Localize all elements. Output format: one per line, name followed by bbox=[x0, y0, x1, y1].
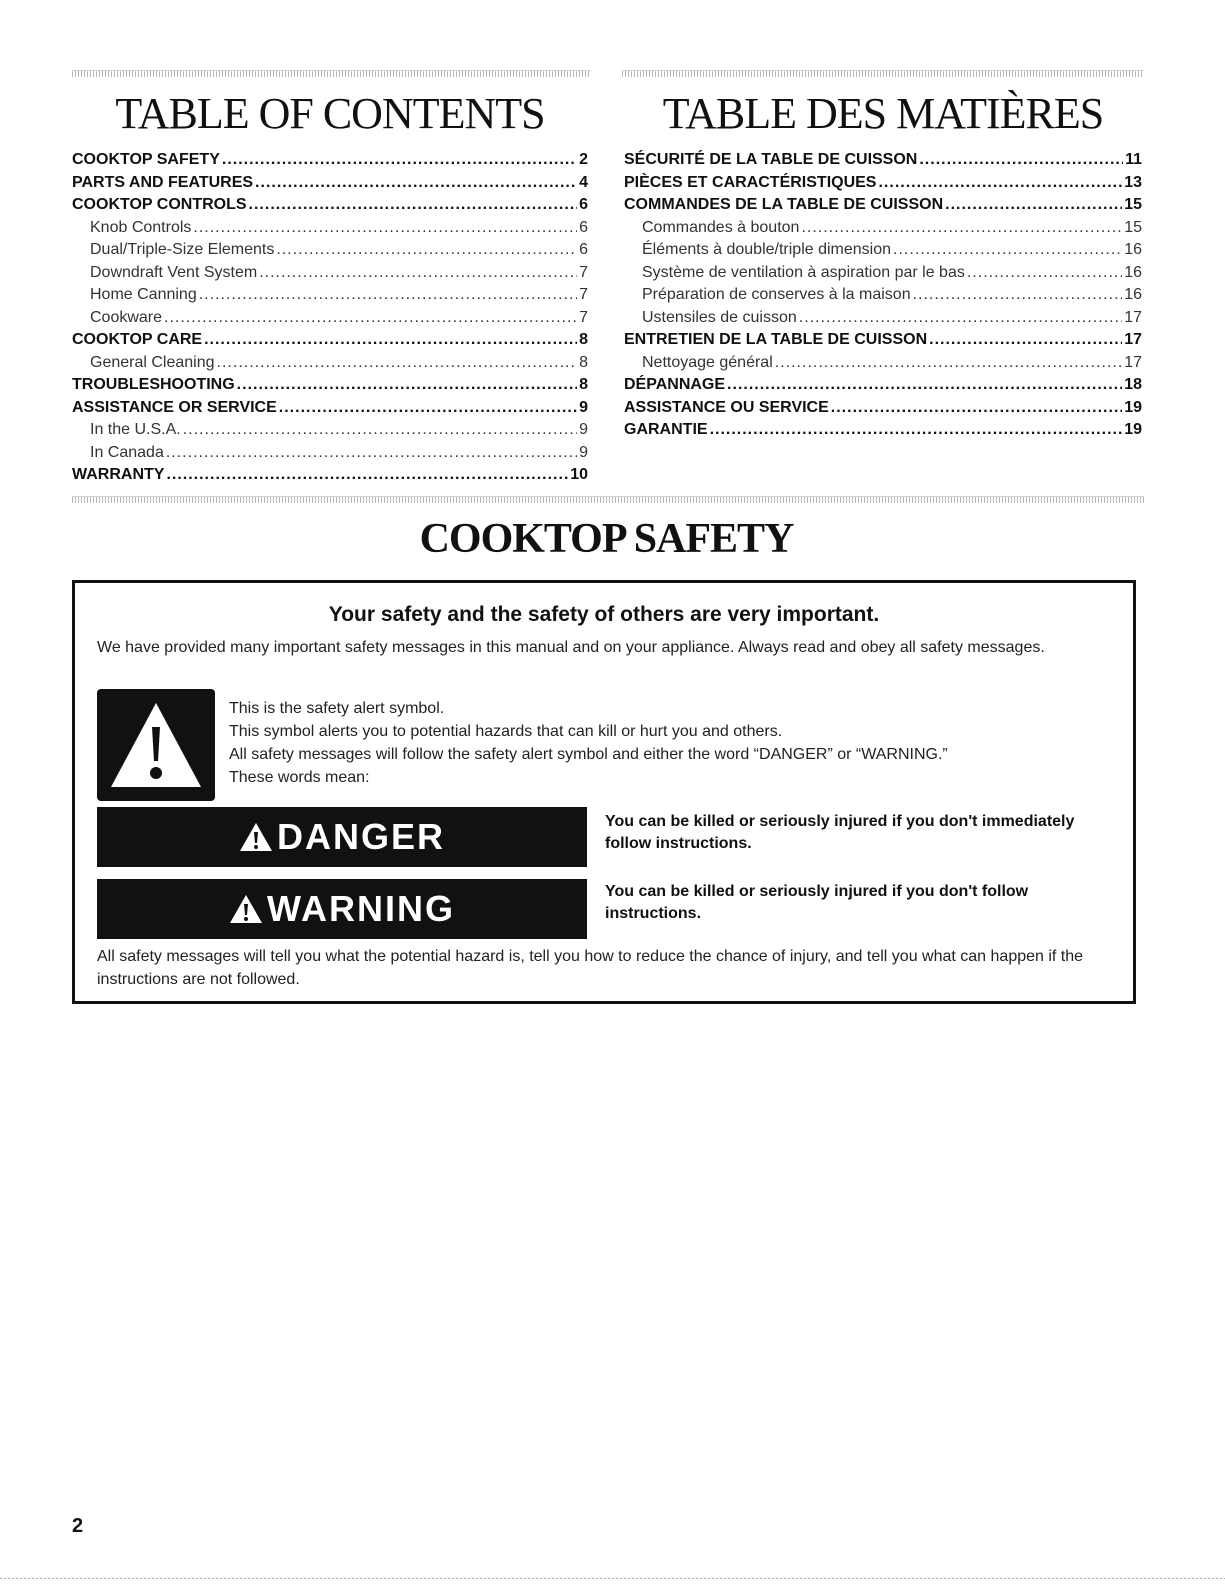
toc-entry-page: 7 bbox=[579, 308, 588, 326]
toc-entry bbox=[624, 397, 1142, 420]
middle-rule bbox=[72, 496, 1144, 503]
toc-leader-dots bbox=[919, 149, 1123, 172]
toc-entry bbox=[72, 194, 588, 217]
toc-leader-dots bbox=[893, 239, 1122, 262]
toc-entry-label: Downdraft Vent System bbox=[90, 263, 258, 281]
toc-leader-dots bbox=[222, 149, 577, 172]
toc-leader-dots bbox=[727, 374, 1122, 397]
toc-entry-label: Éléments à double/triple dimension bbox=[642, 241, 892, 258]
toc-entry bbox=[624, 217, 1142, 240]
safety-closing-text: All safety messages will tell you what the potential hazard is, tell you how to reduce the chance of injury, and tell you what can happen if the instructions are not followed. bbox=[97, 948, 1084, 988]
toc-entry bbox=[624, 262, 1142, 285]
toc-entry bbox=[72, 442, 588, 465]
toc-leader-dots bbox=[775, 352, 1122, 375]
toc-entry bbox=[72, 419, 588, 442]
toc-entry bbox=[624, 374, 1142, 397]
toc-entry-label: ASSISTANCE OR SERVICE bbox=[72, 398, 277, 416]
toc-french-title: TABLE DES MATIÈRES bbox=[662, 89, 1104, 138]
toc-entry bbox=[624, 239, 1142, 262]
toc-entry bbox=[624, 284, 1142, 307]
toc-entry-page: 9 bbox=[579, 421, 588, 438]
toc-leader-dots bbox=[166, 442, 577, 465]
toc-entry-label: In Canada bbox=[90, 443, 164, 461]
safety-alert-icon bbox=[97, 689, 215, 801]
toc-entry bbox=[72, 172, 588, 195]
toc-entry-label: WARRANTY bbox=[72, 466, 165, 483]
toc-leader-dots bbox=[199, 284, 577, 307]
top-rule-left bbox=[72, 70, 590, 77]
toc-entry-label: Système de ventilation à aspiration par le bas bbox=[642, 263, 965, 281]
cooktop-safety-title: COOKTOP SAFETY bbox=[419, 516, 794, 562]
toc-entry-label: COMMANDES DE LA TABLE DE CUISSON bbox=[624, 196, 944, 213]
alert-line: All safety messages will follow the safety alert symbol and either the word “DANGER” or “WARNING.” bbox=[229, 746, 948, 763]
toc-entry-label: SÉCURITÉ DE LA TABLE DE CUISSON bbox=[624, 151, 918, 168]
toc-entry bbox=[624, 172, 1142, 195]
toc-entry-page: 17 bbox=[1124, 353, 1142, 371]
toc-entry-page: 16 bbox=[1124, 263, 1142, 281]
toc-entry bbox=[72, 307, 588, 330]
toc-entry-page: 9 bbox=[579, 398, 588, 416]
toc-entry bbox=[72, 262, 588, 285]
toc-entry-page: 4 bbox=[579, 173, 588, 191]
toc-entry bbox=[72, 397, 588, 420]
toc-leader-dots bbox=[801, 217, 1122, 240]
toc-entry-page: 15 bbox=[1124, 218, 1142, 236]
toc-entry-page: 7 bbox=[579, 286, 588, 303]
toc-entry-label: COOKTOP CARE bbox=[72, 331, 203, 348]
toc-entry-label: COOKTOP CONTROLS bbox=[72, 196, 247, 213]
toc-entry bbox=[72, 464, 588, 487]
warning-triangle-icon bbox=[97, 689, 215, 801]
toc-entry-label: Ustensiles de cuisson bbox=[642, 308, 797, 326]
toc-entry-page: 16 bbox=[1124, 286, 1142, 303]
danger-message: You can be killed or seriously injured if you don't immediately follow instructions. bbox=[605, 813, 1075, 852]
toc-entry-label: PARTS AND FEATURES bbox=[72, 173, 254, 191]
toc-leader-dots bbox=[945, 194, 1122, 217]
toc-entry-label: In the U.S.A. bbox=[90, 421, 181, 438]
toc-entry-page: 6 bbox=[579, 241, 588, 258]
toc-entry-page: 7 bbox=[579, 263, 588, 281]
danger-alert-icon bbox=[239, 822, 273, 852]
toc-entry-label: Préparation de conserves à la maison bbox=[642, 286, 911, 303]
toc-entry-page: 13 bbox=[1124, 173, 1142, 191]
toc-entry bbox=[624, 194, 1142, 217]
toc-entry bbox=[72, 352, 588, 375]
toc-entry-label: GARANTIE bbox=[624, 421, 708, 438]
top-rule-right bbox=[622, 70, 1144, 77]
toc-leader-dots bbox=[276, 239, 577, 262]
toc-entry-label: Cookware bbox=[90, 308, 163, 326]
toc-leader-dots bbox=[166, 464, 568, 487]
toc-entry-page: 19 bbox=[1124, 398, 1142, 416]
toc-entry-label: TROUBLESHOOTING bbox=[72, 376, 235, 393]
toc-entry-label: ASSISTANCE OU SERVICE bbox=[624, 398, 829, 416]
toc-leader-dots bbox=[878, 172, 1122, 195]
page-number: 2 bbox=[72, 1515, 84, 1537]
alert-line: These words mean: bbox=[229, 769, 370, 786]
toc-entry bbox=[624, 307, 1142, 330]
toc-entry-label: Dual/Triple-Size Elements bbox=[90, 241, 275, 258]
toc-leader-dots bbox=[831, 397, 1122, 420]
toc-entry-label: PIÈCES ET CARACTÉRISTIQUES bbox=[624, 173, 877, 191]
toc-leader-dots bbox=[237, 374, 577, 397]
toc-leader-dots bbox=[183, 419, 577, 442]
toc-entry-label: Nettoyage général bbox=[642, 353, 773, 371]
toc-english-list bbox=[72, 149, 588, 487]
toc-entry bbox=[624, 149, 1142, 172]
warning-banner bbox=[97, 879, 587, 939]
danger-label: DANGER bbox=[276, 816, 445, 857]
toc-entry bbox=[72, 374, 588, 397]
toc-entry-page: 19 bbox=[1124, 421, 1142, 438]
toc-leader-dots bbox=[279, 397, 577, 420]
toc-entry-label: General Cleaning bbox=[90, 353, 215, 371]
alert-line: This symbol alerts you to potential hazards that can kill or hurt you and others. bbox=[229, 723, 783, 740]
toc-leader-dots bbox=[913, 284, 1123, 307]
toc-leader-dots bbox=[710, 419, 1123, 442]
toc-entry-label: Knob Controls bbox=[90, 218, 192, 236]
toc-entry-page: 8 bbox=[579, 331, 588, 348]
toc-entry bbox=[624, 329, 1142, 352]
toc-entry-label: Commandes à bouton bbox=[642, 218, 800, 236]
toc-entry-page: 8 bbox=[579, 353, 588, 371]
safety-notice-box bbox=[72, 580, 1136, 1004]
toc-entry bbox=[624, 419, 1142, 442]
toc-entry-label: Home Canning bbox=[90, 286, 197, 303]
toc-entry-page: 2 bbox=[579, 151, 588, 168]
bottom-rule bbox=[0, 1578, 1225, 1579]
toc-leader-dots bbox=[204, 329, 577, 352]
warning-label: WARNING bbox=[267, 888, 455, 929]
toc-english-title: TABLE OF CONTENTS bbox=[115, 89, 545, 138]
toc-leader-dots bbox=[164, 307, 577, 330]
toc-entry bbox=[624, 352, 1142, 375]
toc-entry-page: 17 bbox=[1124, 331, 1142, 348]
toc-entry-label: ENTRETIEN DE LA TABLE DE CUISSON bbox=[624, 331, 928, 348]
alert-symbol-description bbox=[229, 697, 948, 789]
alert-line: This is the safety alert symbol. bbox=[229, 700, 445, 717]
toc-entry-page: 6 bbox=[579, 218, 588, 236]
toc-entry bbox=[72, 149, 588, 172]
toc-entry-page: 8 bbox=[579, 376, 588, 393]
toc-entry-page: 18 bbox=[1124, 376, 1142, 393]
toc-entry bbox=[72, 284, 588, 307]
toc-leader-dots bbox=[799, 307, 1122, 330]
toc-leader-dots bbox=[217, 352, 578, 375]
toc-entry-page: 11 bbox=[1125, 151, 1142, 168]
toc-leader-dots bbox=[193, 217, 577, 240]
toc-entry-page: 9 bbox=[579, 443, 588, 461]
warning-message: You can be killed or seriously injured if you don't follow instructions. bbox=[605, 883, 1029, 922]
toc-leader-dots bbox=[929, 329, 1122, 352]
safety-intro: We have provided many important safety messages in this manual and on your appliance. Always read and obey all safety messages. bbox=[97, 639, 1045, 656]
toc-entry bbox=[72, 217, 588, 240]
safety-heading: Your safety and the safety of others are very important. bbox=[328, 603, 880, 626]
toc-entry-label: DÉPANNAGE bbox=[624, 376, 726, 393]
toc-leader-dots bbox=[255, 172, 577, 195]
toc-french bbox=[624, 88, 1142, 442]
toc-leader-dots bbox=[259, 262, 577, 285]
toc-entry bbox=[72, 239, 588, 262]
toc-english bbox=[72, 88, 588, 487]
toc-leader-dots bbox=[249, 194, 578, 217]
toc-entry-page: 10 bbox=[570, 466, 588, 483]
toc-entry bbox=[72, 329, 588, 352]
warning-alert-icon bbox=[229, 894, 263, 924]
danger-banner bbox=[97, 807, 587, 867]
toc-entry-label: COOKTOP SAFETY bbox=[72, 151, 220, 168]
toc-entry-page: 16 bbox=[1124, 241, 1142, 258]
toc-leader-dots bbox=[967, 262, 1122, 285]
toc-french-list bbox=[624, 149, 1142, 442]
toc-entry-page: 17 bbox=[1124, 308, 1142, 326]
toc-entry-page: 15 bbox=[1124, 196, 1142, 213]
toc-entry-page: 6 bbox=[579, 196, 588, 213]
